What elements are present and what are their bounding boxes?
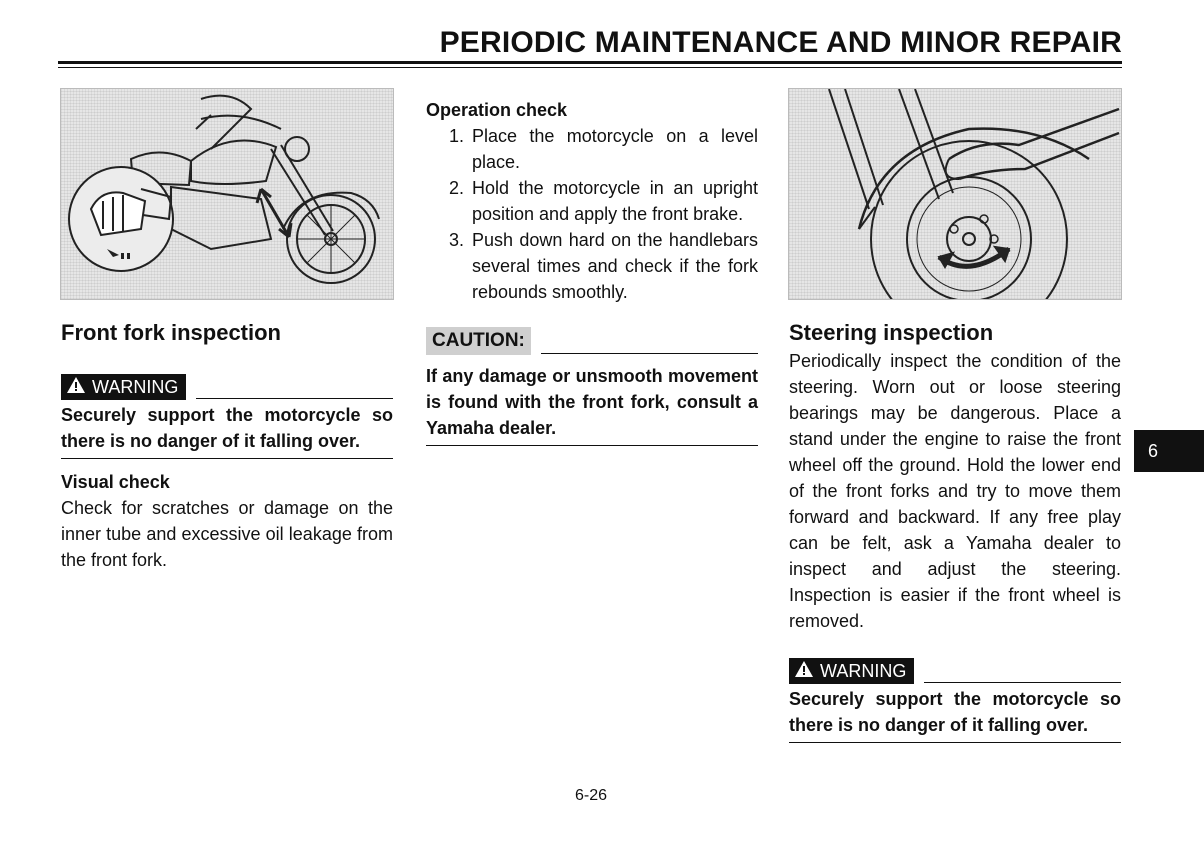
operation-step [426,227,758,305]
warning-badge [61,374,186,400]
front-fork-illustration [60,88,394,300]
warning-rule [924,682,1121,683]
steering-text: Periodically inspect the condition of the steering. Worn out or loose steering bearings may be dangerous. Place a stand under the engine to raise the front wheel off the ground. Hold the lower end of the front forks and try to move them forward and backward. If any free play can be felt, ask a Yamaha dealer to inspect and adjust the steering. Inspection is easier if the front wheel is removed. [789,351,1121,631]
warning-badge [789,658,914,684]
page-number: 6-26 [575,787,608,804]
warning-triangle-icon [794,660,814,683]
step-text: Hold the motorcycle in an upright position and apply the front brake. [472,178,758,224]
front-fork-section [61,318,393,573]
operation-steps-list [426,123,758,305]
caution-rule [541,353,758,354]
warning-label: WARNING [820,660,907,681]
step-number: 2. [448,178,464,198]
operation-check-heading: Operation check [426,100,568,120]
operation-step [426,175,758,227]
warning-header [789,658,1121,684]
step-text: Place the motorcycle on a level place. [472,126,758,172]
warning-label: WARNING [92,376,179,397]
step-number: 3. [448,230,464,250]
visual-check-text: Check for scratches or damage on the inner tube and excessive oil leakage from the front fork. [61,498,393,570]
header-rule-thick [58,61,1122,64]
warning-rule [196,398,393,399]
steering-illustration [788,88,1122,300]
header-rule-thin [58,67,1122,68]
warning-text: Securely support the motorcycle so there is no danger of it falling over. [61,400,393,459]
page-title: PERIODIC MAINTENANCE AND MINOR REPAIR [439,26,1122,59]
step-text: Push down hard on the handlebars several times and check if the fork rebounds smoothly. [472,230,758,302]
chapter-tab: 6 [1134,430,1204,472]
warning-triangle-icon [66,376,86,399]
caution-header [426,327,758,355]
motorcycle-fork-drawing [61,89,393,299]
caution-text: If any damage or unsmooth movement is found with the front fork, consult a Yamaha dealer. [426,355,758,446]
front-wheel-drawing [789,89,1121,299]
section-title-steering: Steering inspection [789,320,994,345]
caution-badge: CAUTION: [426,327,531,355]
warning-text: Securely support the motorcycle so there is no danger of it falling over. [789,684,1121,743]
section-title-front-fork: Front fork inspection [61,320,281,345]
visual-check-heading: Visual check [61,472,170,492]
steering-section [789,318,1121,743]
warning-header [61,374,393,400]
operation-check-section [426,97,758,446]
operation-step [426,123,758,175]
step-number: 1. [448,126,464,146]
